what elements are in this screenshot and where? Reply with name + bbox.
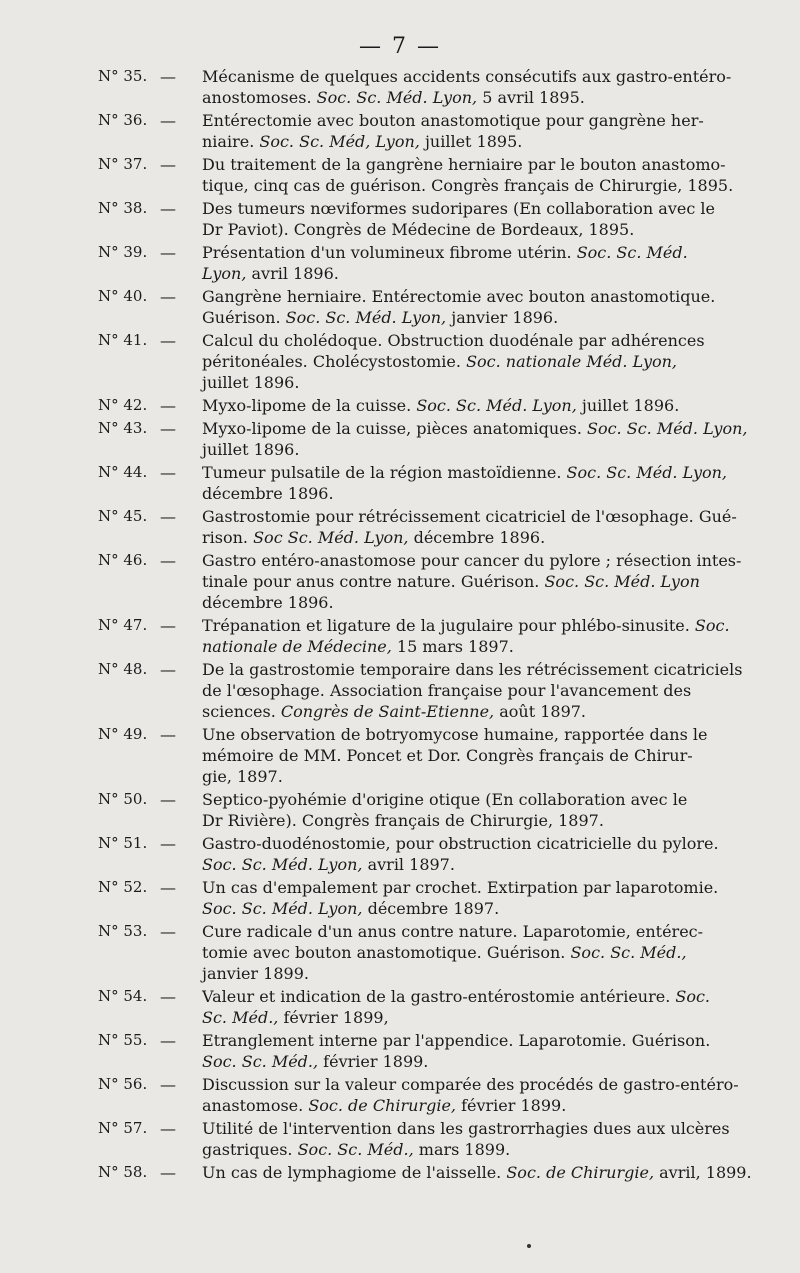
- entry-text: Une observation de botryomycose humaine, rapportée dans le: [202, 725, 708, 744]
- page-number: — 7 —: [359, 34, 441, 59]
- entry-number: N° 42.: [98, 396, 148, 414]
- entry-text-line3: juillet 1896.: [202, 373, 300, 392]
- entry-text: Présentation d'un volumineux fibrome utérin. Soc. Sc. Méd.: [202, 243, 688, 262]
- entry-text: Valeur et indication de la gastro-entérostomie antérieure. Soc.: [202, 987, 711, 1006]
- entry-text-line2: Dr Rivière). Congrès français de Chirurgie, 1897.: [202, 811, 604, 830]
- list-item: [98, 506, 762, 548]
- entry-text: Utilité de l'intervention dans les gastrorrhagies dues aux ulcères: [202, 1119, 730, 1138]
- entry-dash: —: [160, 551, 176, 570]
- list-item: [98, 877, 762, 919]
- list-item: [98, 1118, 762, 1160]
- entry-dash: —: [160, 67, 176, 86]
- entry-dash: —: [160, 463, 176, 482]
- entry-dash: —: [160, 790, 176, 809]
- list-item: [98, 1074, 762, 1116]
- entry-number: N° 47.: [98, 616, 148, 634]
- entry-text: De la gastrostomie temporaire dans les rétrécissement cicatriciels: [202, 660, 743, 679]
- list-item: [98, 986, 762, 1028]
- entry-text: Gastro-duodénostomie, pour obstruction cicatricielle du pylore.: [202, 834, 719, 853]
- list-item: [98, 286, 762, 328]
- entry-number: N° 49.: [98, 725, 148, 743]
- entry-text: Septico-pyohémie d'origine otique (En collaboration avec le: [202, 790, 688, 809]
- entry-number: N° 50.: [98, 790, 148, 808]
- entry-number: N° 39.: [98, 243, 148, 261]
- entry-dash: —: [160, 199, 176, 218]
- entry-dash: —: [160, 419, 176, 438]
- list-item: [98, 395, 762, 416]
- entry-dash: —: [160, 331, 176, 350]
- entry-dash: —: [160, 507, 176, 526]
- entry-text-line2: Soc. Sc. Méd., février 1899.: [202, 1052, 429, 1071]
- entry-dash: —: [160, 616, 176, 635]
- entry-text: Entérectomie avec bouton anastomotique pour gangrène her-: [202, 111, 704, 130]
- entry-text: Trépanation et ligature de la jugulaire pour phlébo-sinusite. Soc.: [202, 616, 730, 635]
- entry-dash: —: [160, 987, 176, 1006]
- list-item: [98, 110, 762, 152]
- entry-dash: —: [160, 396, 176, 415]
- entry-dash: —: [160, 1119, 176, 1138]
- entry-text-line2: de l'œsophage. Association française pour l'avancement des: [202, 681, 692, 700]
- entry-text: Discussion sur la valeur comparée des procédés de gastro-entéro-: [202, 1075, 739, 1094]
- list-item: [98, 659, 762, 722]
- entry-text-line2: tomie avec bouton anastomotique. Guérison. Soc. Sc. Méd.,: [202, 943, 687, 962]
- entry-text: Cure radicale d'un anus contre nature. Laparotomie, entérec-: [202, 922, 704, 941]
- entry-number: N° 40.: [98, 287, 148, 305]
- entry-number: N° 57.: [98, 1119, 148, 1137]
- entry-text-line2: gastriques. Soc. Sc. Méd., mars 1899.: [202, 1140, 511, 1159]
- list-item: [98, 66, 762, 108]
- list-item: [98, 330, 762, 393]
- entry-text: Des tumeurs nœviformes sudoripares (En collaboration avec le: [202, 199, 715, 218]
- entry-number: N° 46.: [98, 551, 148, 569]
- entry-number: N° 58.: [98, 1163, 148, 1181]
- entry-text-line3: gie, 1897.: [202, 767, 283, 786]
- entry-text-line2: Soc. Sc. Méd. Lyon, avril 1897.: [202, 855, 455, 874]
- entry-number: N° 53.: [98, 922, 148, 940]
- entry-text-line2: Dr Paviot). Congrès de Médecine de Bordeaux, 1895.: [202, 220, 635, 239]
- entry-text: Gastro entéro-anastomose pour cancer du pylore ; résection intes-: [202, 551, 742, 570]
- entry-number: N° 41.: [98, 331, 148, 349]
- entry-number: N° 54.: [98, 987, 148, 1005]
- entry-number: N° 55.: [98, 1031, 148, 1049]
- entry-text: Un cas de lymphagiome de l'aisselle. Soc. de Chirurgie, avril, 1899.: [202, 1163, 752, 1182]
- list-item: [98, 789, 762, 831]
- entry-text: Gangrène herniaire. Entérectomie avec bouton anastomotique.: [202, 287, 716, 306]
- entry-text: Etranglement interne par l'appendice. Laparotomie. Guérison.: [202, 1031, 711, 1050]
- entry-text-line2: rison. Soc Sc. Méd. Lyon, décembre 1896.: [202, 528, 546, 547]
- entry-text-line3: janvier 1899.: [202, 964, 309, 983]
- entry-text-line2: péritonéales. Cholécystostomie. Soc. nationale Méd. Lyon,: [202, 352, 677, 371]
- entry-number: N° 52.: [98, 878, 148, 896]
- list-item: [98, 462, 762, 504]
- publication-list: [98, 66, 762, 1185]
- list-item: [98, 418, 762, 460]
- entry-number: N° 44.: [98, 463, 148, 481]
- entry-dash: —: [160, 922, 176, 941]
- entry-text-line2: tinale pour anus contre nature. Guérison. Soc. Sc. Méd. Lyon: [202, 572, 700, 591]
- list-item: [98, 1162, 762, 1183]
- entry-text: Mécanisme de quelques accidents consécutifs aux gastro-entéro-: [202, 67, 732, 86]
- entry-text-line3: décembre 1896.: [202, 593, 334, 612]
- entry-dash: —: [160, 660, 176, 679]
- entry-text-line2: décembre 1896.: [202, 484, 334, 503]
- entry-text: Myxo-lipome de la cuisse. Soc. Sc. Méd. Lyon, juillet 1896.: [202, 396, 680, 415]
- entry-text-line2: nationale de Médecine, 15 mars 1897.: [202, 637, 514, 656]
- list-item: [98, 921, 762, 984]
- entry-text-line2: mémoire de MM. Poncet et Dor. Congrès français de Chirur-: [202, 746, 693, 765]
- entry-dash: —: [160, 834, 176, 853]
- list-item: [98, 724, 762, 787]
- list-item: [98, 550, 762, 613]
- entry-text-line2: Guérison. Soc. Sc. Méd. Lyon, janvier 1896.: [202, 308, 559, 327]
- ink-speck: [527, 1244, 531, 1248]
- entry-dash: —: [160, 1075, 176, 1094]
- entry-text: Un cas d'empalement par crochet. Extirpation par laparotomie.: [202, 878, 719, 897]
- entry-text-line2: anastomose. Soc. de Chirurgie, février 1899.: [202, 1096, 567, 1115]
- entry-text-line3: sciences. Congrès de Saint-Etienne, août 1897.: [202, 702, 587, 721]
- list-item: [98, 242, 762, 284]
- entry-dash: —: [160, 111, 176, 130]
- entry-text-line2: Soc. Sc. Méd. Lyon, décembre 1897.: [202, 899, 500, 918]
- entry-number: N° 38.: [98, 199, 148, 217]
- entry-number: N° 56.: [98, 1075, 148, 1093]
- entry-dash: —: [160, 243, 176, 262]
- list-item: [98, 154, 762, 196]
- entry-text: Calcul du cholédoque. Obstruction duodénale par adhérences: [202, 331, 705, 350]
- entry-number: N° 35.: [98, 67, 148, 85]
- entry-text: Tumeur pulsatile de la région mastoïdienne. Soc. Sc. Méd. Lyon,: [202, 463, 728, 482]
- entry-dash: —: [160, 1163, 176, 1182]
- entry-number: N° 45.: [98, 507, 148, 525]
- entry-dash: —: [160, 725, 176, 744]
- list-item: [98, 615, 762, 657]
- entry-text: Myxo-lipome de la cuisse, pièces anatomiques. Soc. Sc. Méd. Lyon,: [202, 419, 748, 438]
- entry-number: N° 48.: [98, 660, 148, 678]
- entry-number: N° 36.: [98, 111, 148, 129]
- entry-dash: —: [160, 878, 176, 897]
- entry-text-line2: tique, cinq cas de guérison. Congrès français de Chirurgie, 1895.: [202, 176, 734, 195]
- entry-number: N° 51.: [98, 834, 148, 852]
- entry-dash: —: [160, 155, 176, 174]
- entry-text-line2: niaire. Soc. Sc. Méd, Lyon, juillet 1895.: [202, 132, 523, 151]
- entry-text-line2: Sc. Méd., février 1899,: [202, 1008, 389, 1027]
- entry-text: Du traitement de la gangrène herniaire par le bouton anastomo-: [202, 155, 726, 174]
- list-item: [98, 833, 762, 875]
- entry-text: Gastrostomie pour rétrécissement cicatriciel de l'œsophage. Gué-: [202, 507, 737, 526]
- entry-number: N° 43.: [98, 419, 148, 437]
- entry-number: N° 37.: [98, 155, 148, 173]
- list-item: [98, 198, 762, 240]
- entry-text-line2: Lyon, avril 1896.: [202, 264, 339, 283]
- entry-dash: —: [160, 287, 176, 306]
- list-item: [98, 1030, 762, 1072]
- entry-text-line2: anostomoses. Soc. Sc. Méd. Lyon, 5 avril 1895.: [202, 88, 585, 107]
- entry-dash: —: [160, 1031, 176, 1050]
- entry-text-line2: juillet 1896.: [202, 440, 300, 459]
